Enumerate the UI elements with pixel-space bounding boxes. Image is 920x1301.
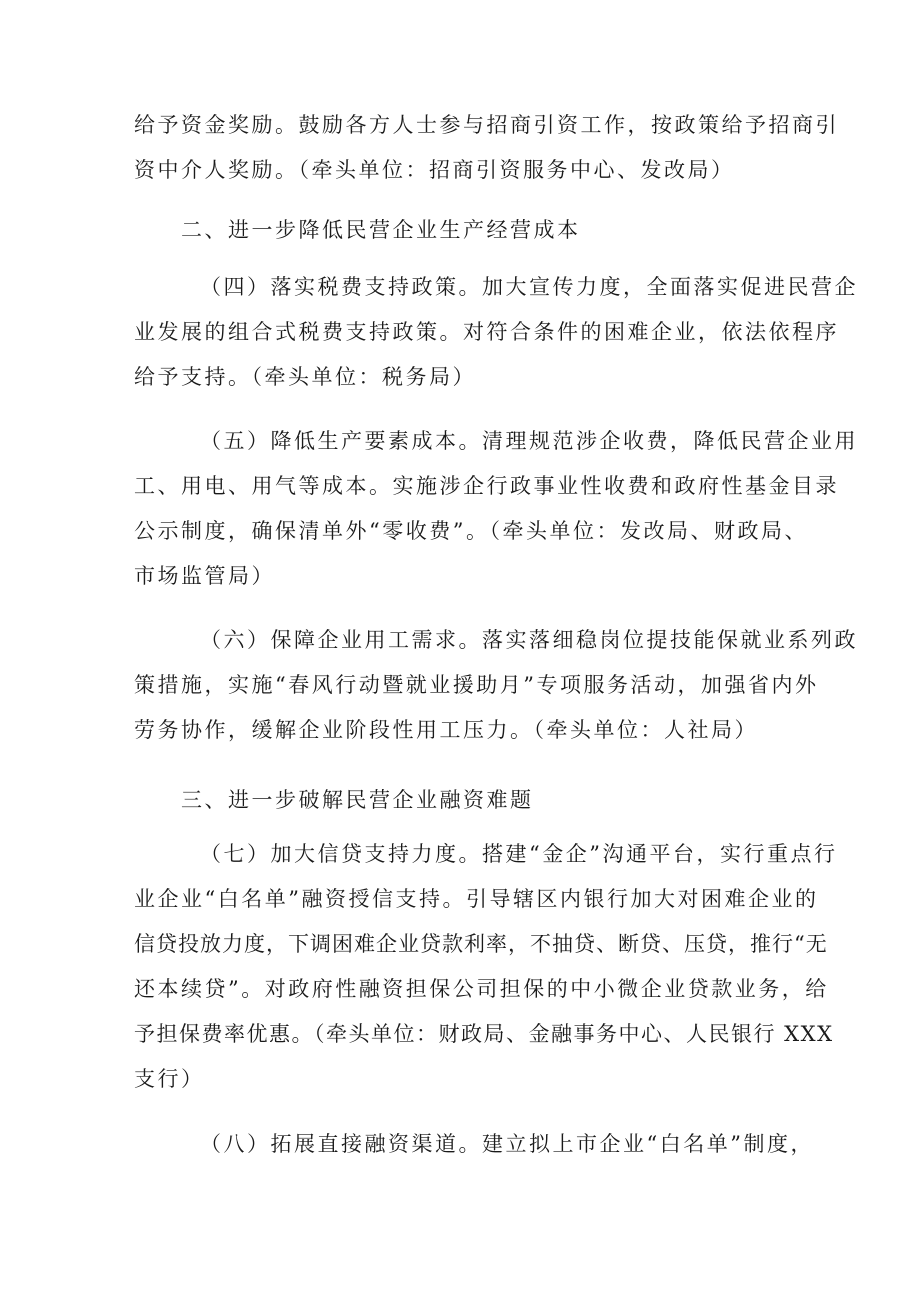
text-line: 市场监管局）	[134, 564, 275, 588]
text-line: 支行）	[134, 1067, 205, 1091]
paragraph-continuation	[134, 103, 839, 193]
text-line: 信贷投放力度，下调困难企业贷款利率，不抽贷、断贷、压贷，推行“无	[134, 932, 828, 956]
paragraph-7	[134, 832, 838, 1102]
paragraph-4	[134, 265, 858, 400]
text-line: 公示制度，确保清单外“零收费”。（牵头单位：发改局、财政局、	[134, 519, 808, 543]
text-line: 予担保费率优惠。（牵头单位：财政局、金融事务中心、人民银行 XXX	[134, 1022, 834, 1046]
text-line: （四）落实税费支持政策。加大宣传力度，全面落实促进民营企	[200, 275, 858, 299]
text-line: 还本续贷”。对政府性融资担保公司担保的中小微企业贷款业务，给	[134, 977, 829, 1001]
text-line: （八）拓展直接融资渠道。建立拟上市企业“白名单”制度，	[200, 1132, 814, 1156]
text-line: （六）保障企业用工需求。落实落细稳岗位提技能保就业系列政	[200, 628, 858, 652]
text-line: 策措施，实施“春风行动暨就业援助月”专项服务活动，加强省内外	[134, 673, 819, 697]
paragraph-6	[134, 618, 858, 753]
text-line: 给予支持。（牵头单位：税务局）	[134, 365, 476, 389]
text-line: 劳务协作，缓解企业阶段性用工压力。（牵头单位：人社局）	[134, 718, 758, 742]
paragraph-5	[134, 419, 858, 599]
section-heading-2: 二、进一步降低民营企业生产经营成本	[181, 218, 581, 242]
text-line: 工、用电、用气等成本。实施涉企行政事业性收费和政府性基金目录	[134, 474, 839, 498]
text-line: （五）降低生产要素成本。清理规范涉企收费，降低民营企业用	[200, 429, 858, 453]
section-heading-3: 三、进一步破解民营企业融资难题	[181, 788, 534, 812]
text-line: 业企业“白名单”融资授信支持。引导辖区内银行加大对困难企业的	[134, 887, 819, 911]
paragraph-8	[134, 1122, 814, 1167]
text-line: （七）加大信贷支持力度。搭建“金企”沟通平台，实行重点行	[200, 842, 838, 866]
text-line: 给予资金奖励。鼓励各方人士参与招商引资工作，按政策给予招商引	[134, 113, 839, 137]
text-line: 资中介人奖励。（牵头单位：招商引资服务中心、发改局）	[134, 158, 735, 182]
text-line: 业发展的组合式税费支持政策。对符合条件的困难企业，依法依程序	[134, 320, 839, 344]
